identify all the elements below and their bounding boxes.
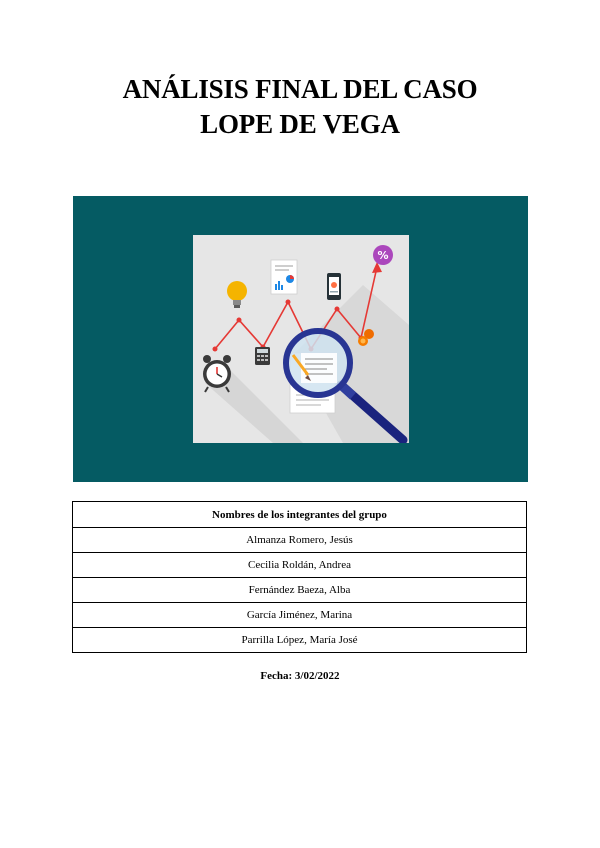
title-line-1: ANÁLISIS FINAL DEL CASO	[122, 74, 478, 104]
table-row	[73, 553, 527, 578]
table-row	[73, 528, 527, 553]
member-name: Fernández Baeza, Alba	[73, 578, 527, 603]
svg-text:%: %	[377, 249, 389, 262]
member-name: Almanza Romero, Jesús	[73, 528, 527, 553]
percent-badge-icon	[373, 245, 393, 265]
table-row	[73, 628, 527, 653]
calculator-icon	[255, 347, 270, 365]
report-document-icon	[271, 260, 297, 294]
smartphone-icon	[327, 273, 341, 300]
table-row	[73, 603, 527, 628]
member-name: García Jiménez, Marina	[73, 603, 527, 628]
title-line-2: LOPE DE VEGA	[200, 109, 400, 139]
date-line: Fecha: 3/02/2022	[260, 670, 340, 682]
member-name: Cecilia Roldán, Andrea	[73, 553, 527, 578]
table-row	[73, 578, 527, 603]
members-table	[72, 501, 527, 653]
cover-illustration-panel	[73, 196, 528, 482]
document-title	[0, 72, 600, 142]
table-header-row	[73, 502, 527, 528]
table-header-cell: Nombres de los integrantes del grupo	[73, 502, 527, 528]
analytics-illustration	[193, 235, 409, 443]
member-name: Parrilla López, María José	[73, 628, 527, 653]
